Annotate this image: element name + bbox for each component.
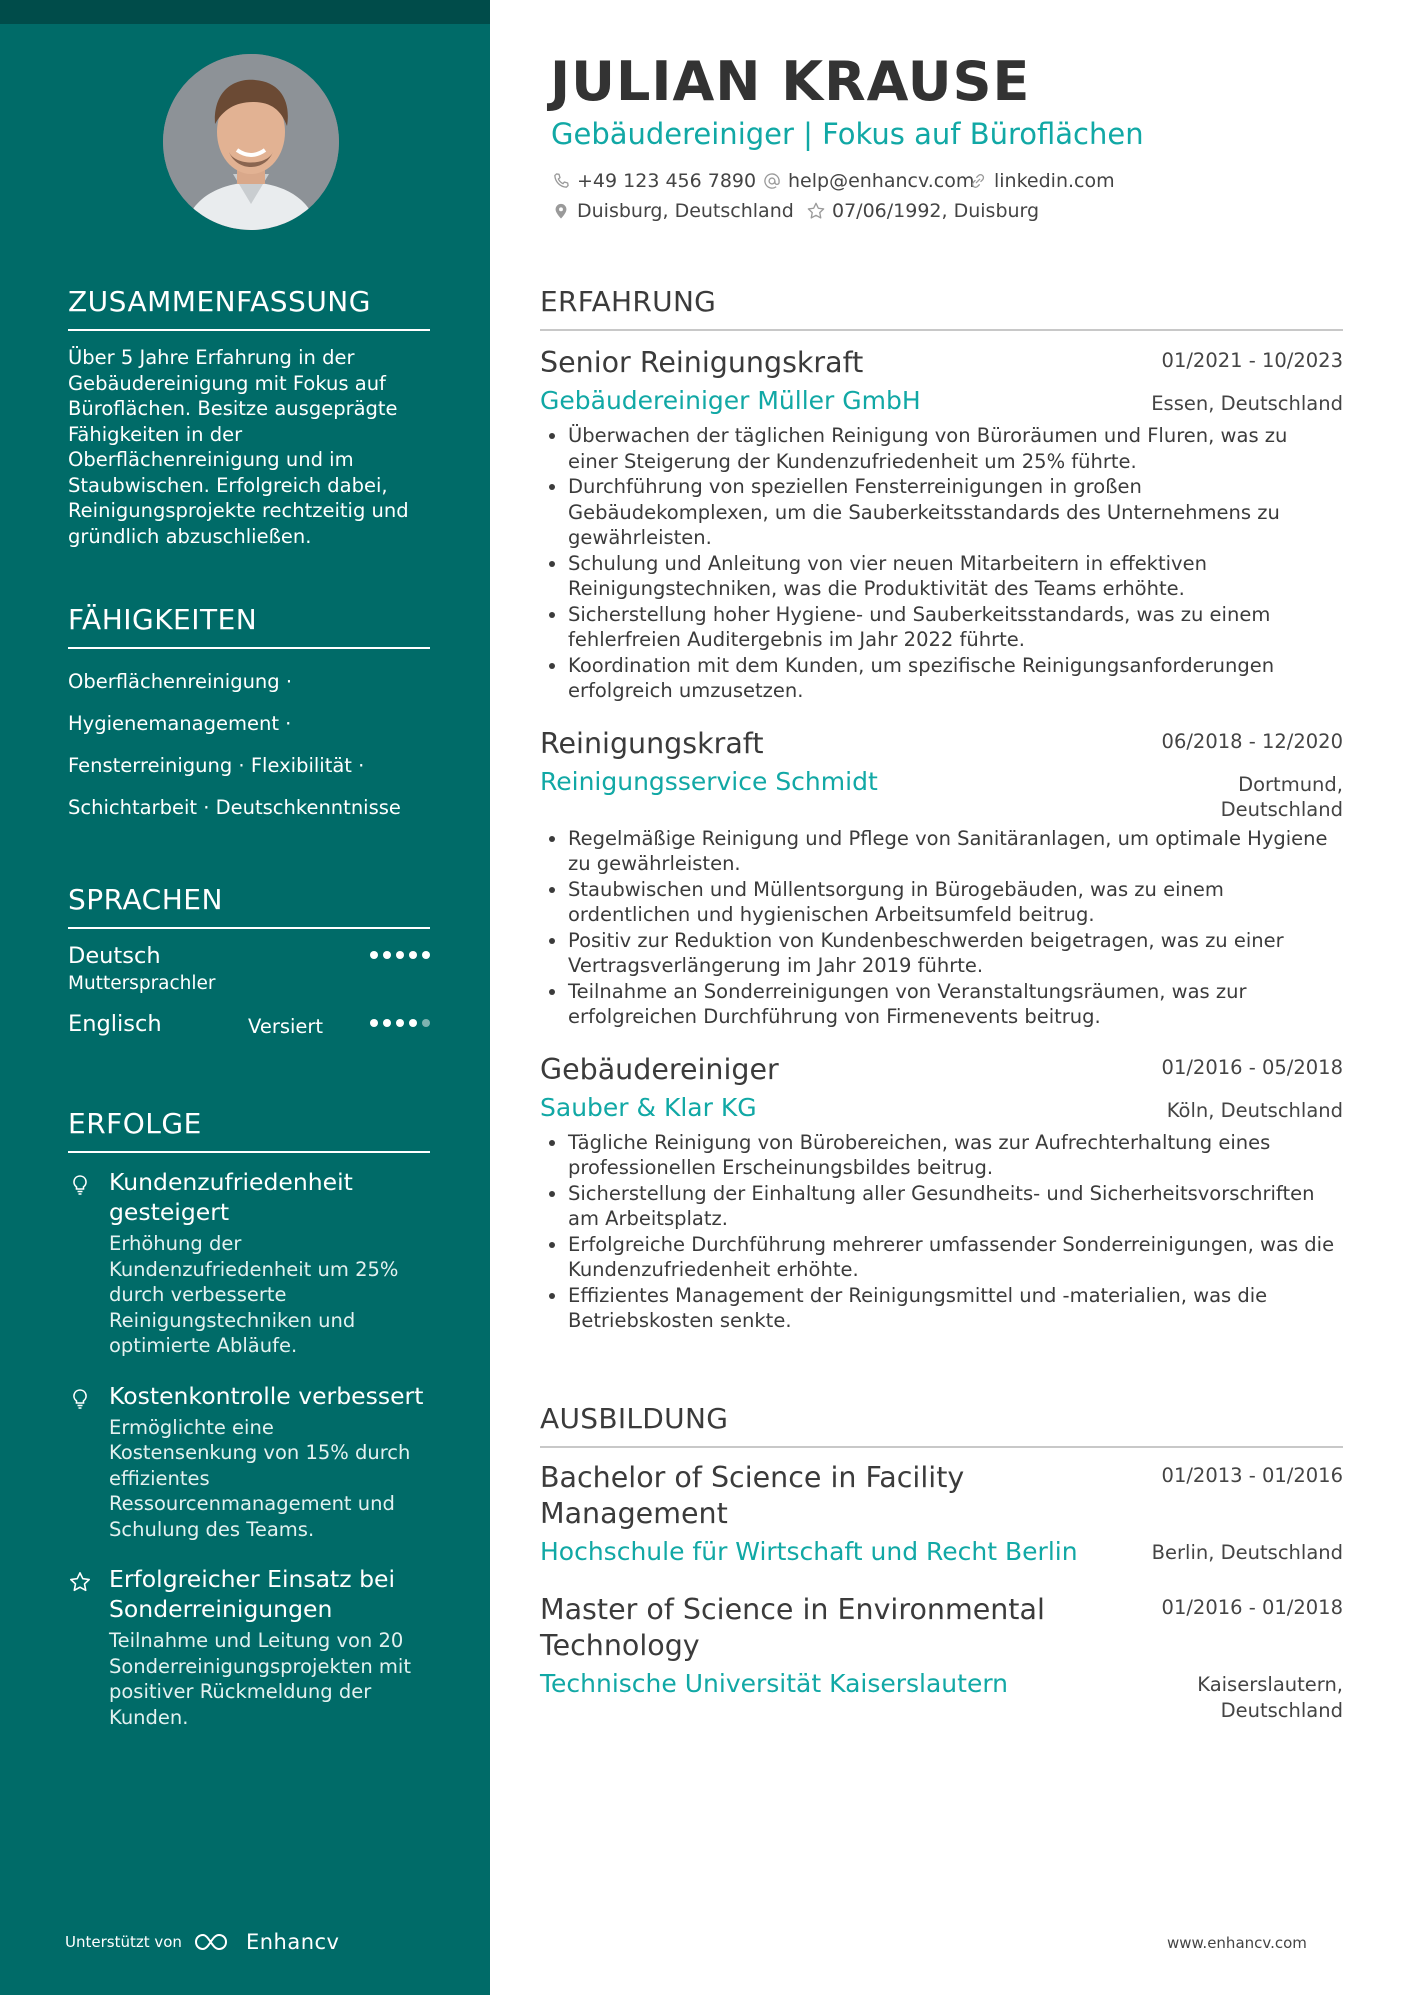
summary-title: ZUSAMMENFASSUNG (68, 285, 430, 331)
bullet-line: Kundenzufriedenheit erhöhte. (568, 1258, 859, 1281)
bullet-line: am Arbeitsplatz. (568, 1207, 728, 1230)
education-location-line: Berlin, Deutschland (1151, 1541, 1343, 1564)
language-name: Englisch (68, 1011, 162, 1037)
lightbulb-icon (68, 1173, 92, 1197)
achievement-desc-line: Reinigungstechniken und (109, 1308, 356, 1332)
achievement-desc-line: optimierte Abläufe. (109, 1334, 298, 1357)
job-location-line: Dortmund, (1238, 772, 1343, 796)
bullet-line: Betriebskosten senkte. (568, 1309, 792, 1332)
proficiency-dot (422, 1019, 430, 1027)
job-location (1221, 772, 1343, 823)
achievement-item (68, 1564, 430, 1730)
bullet-line: fehlerfreien Auditergebnis im Jahr 2022 führte. (568, 628, 1025, 651)
degree-line: Technology (540, 1629, 700, 1662)
education-entry (540, 1460, 1343, 1568)
bullet-line: einer Steigerung der Kundenzufriedenheit um 25% führte. (568, 449, 1137, 473)
language-subtitle: Muttersprachler (68, 973, 216, 994)
experience-section (540, 285, 1343, 1334)
summary-line: Oberflächenreinigung und im (68, 448, 354, 471)
proficiency-dot (383, 1019, 391, 1027)
education-location (1197, 1672, 1343, 1723)
languages-section (68, 883, 430, 1059)
education-entry (540, 1592, 1343, 1722)
achievement-desc-line: positiver Rückmeldung der (109, 1680, 372, 1703)
job-entry (540, 345, 1343, 704)
job-location-line: Essen, Deutschland (1151, 392, 1343, 415)
job-bullet (568, 1232, 1343, 1283)
language-name: Deutsch (68, 943, 161, 969)
bullet-line: • Überwachen der täglichen Reinigung von Büroräumen und Fluren, was zu (568, 424, 1288, 447)
proficiency-dot (370, 1019, 378, 1027)
achievement-desc-line: durch verbesserte (109, 1283, 287, 1306)
achievement-title (109, 1167, 430, 1227)
education-title: AUSBILDUNG (540, 1402, 1343, 1448)
job-company: Sauber & Klar KG (540, 1092, 757, 1122)
at-icon (762, 171, 782, 191)
school-name: Hochschule für Wirtschaft und Recht Berlin (540, 1537, 1078, 1566)
phone-icon (551, 171, 571, 191)
achievements-section (68, 1107, 430, 1730)
achievement-desc-line: Ermöglichte eine (109, 1415, 274, 1439)
proficiency-dot (396, 1019, 404, 1027)
proficiency-dot (409, 1019, 417, 1027)
job-bullet (568, 826, 1343, 877)
education-location-line: Deutschland (1220, 1698, 1343, 1722)
proficiency-dot (409, 951, 417, 959)
footer-url[interactable]: www.enhancv.com (1167, 1934, 1307, 1952)
achievement-description (109, 1628, 430, 1730)
job-location (1151, 391, 1343, 417)
bullet-line: • Durchführung von speziellen Fensterreinigungen in großen (568, 475, 1142, 498)
bullet-line: gewährleisten. (568, 526, 712, 549)
job-date: 06/2018 - 12/2020 (1161, 729, 1343, 753)
skills-section (68, 603, 430, 829)
bullet-line: • Staubwischen und Müllentsorgung in Bürogebäuden, was zu einem (568, 877, 1224, 901)
bullet-line: Vertragsverlängerung im Jahr 2019 führte. (568, 954, 984, 977)
star-icon (68, 1570, 92, 1594)
achievement-desc-line: Kundenzufriedenheit um 25% (109, 1257, 399, 1281)
bullet-line: Gebäudekomplexen, um die Sauberkeitsstandards des Unternehmens zu (568, 500, 1280, 524)
job-company: Reinigungsservice Schmidt (540, 766, 878, 796)
achievement-desc-line: Kunden. (109, 1705, 189, 1729)
job-bullet (568, 602, 1343, 653)
enhancv-logo-icon (192, 1931, 236, 1953)
summary-line: Büroflächen. Besitze ausgeprägte (68, 397, 398, 420)
summary-line: gründlich abzuschließen. (68, 524, 312, 548)
experience-title: ERFAHRUNG (540, 285, 1343, 331)
contact-phone (551, 170, 756, 192)
location-pin-icon (551, 201, 571, 221)
bullet-line: erfolgreichen Durchführung von Firmenevents beitrug. (568, 1005, 1101, 1028)
achievement-title-line: Erfolgreicher Einsatz bei (109, 1565, 395, 1593)
school-name: Technische Universität Kaiserslautern (540, 1669, 1009, 1698)
contact-birth (806, 200, 1039, 222)
achievement-title-line: Sonderreinigungen (109, 1595, 333, 1623)
language-proficiency-dots (370, 1019, 430, 1027)
language-row (68, 999, 430, 1059)
achievement-desc-line: Kostensenkung von 15% durch (109, 1441, 411, 1464)
email-text: help@enhancv.com (788, 170, 975, 192)
achievement-description (109, 1415, 430, 1543)
job-bullets (540, 826, 1343, 1030)
job-title: Senior Reinigungskraft (540, 346, 864, 379)
skill-line: Hygienemanagement · (68, 712, 292, 735)
bullet-line: • Effizientes Management der Reinigungsmittel und -materialien, was die (568, 1283, 1268, 1307)
bullet-line: • Sicherstellung hoher Hygiene- und Sauberkeitsstandards, was zu einem (568, 602, 1271, 626)
candidate-name: JULIAN KRAUSE (550, 50, 1031, 113)
summary-text (68, 345, 430, 549)
job-bullet (568, 551, 1343, 602)
link-icon (968, 171, 988, 191)
summary-section (68, 285, 430, 549)
proficiency-dot (370, 951, 378, 959)
degree-line: Master of Science in Environmental (540, 1593, 1045, 1626)
job-bullet (568, 1283, 1343, 1334)
education-location-line: Kaiserslautern, (1197, 1673, 1343, 1696)
skill-line: Oberflächenreinigung · (68, 670, 293, 693)
bullet-line: • Sicherstellung der Einhaltung aller Gesundheits- und Sicherheitsvorschriften (568, 1181, 1315, 1205)
job-entry (540, 1052, 1343, 1334)
achievement-title-line: Kostenkontrolle verbessert (109, 1381, 424, 1410)
bullet-line: • Koordination mit dem Kunden, um spezifische Reinigungsanforderungen (568, 653, 1275, 677)
education-section (540, 1402, 1343, 1722)
summary-line: Über 5 Jahre Erfahrung in der (68, 346, 355, 369)
job-company: Gebäudereiniger Müller GmbH (540, 386, 921, 415)
language-row (68, 929, 430, 999)
summary-line: Staubwischen. Erfolgreich dabei, (68, 473, 388, 497)
contact-location (551, 200, 794, 222)
linkedin-text: linkedin.com (994, 170, 1115, 192)
achievements-title: ERFOLGE (68, 1107, 430, 1153)
star-icon (806, 201, 826, 221)
skills-list (68, 661, 430, 829)
job-bullet (568, 1181, 1343, 1232)
summary-line: Reinigungsprojekte rechtzeitig und (68, 499, 409, 522)
summary-line: Fähigkeiten in der (68, 422, 243, 446)
job-location (1167, 1098, 1343, 1124)
job-bullet (568, 877, 1343, 928)
job-bullet (568, 423, 1343, 474)
bullet-line: • Teilnahme an Sonderreinigungen von Veranstaltungsräumen, was zur (568, 979, 1247, 1003)
bullet-line: • Regelmäßige Reinigung und Pflege von Sanitäranlagen, um optimale Hygiene (568, 826, 1328, 850)
education-location (1152, 1540, 1343, 1566)
sidebar-top-bar (0, 0, 490, 24)
job-bullets (540, 423, 1343, 704)
achievement-desc-line: effizientes (109, 1466, 210, 1490)
job-bullet (568, 928, 1343, 979)
bullet-line: • Tägliche Reinigung von Bürobereichen, was zur Aufrechterhaltung eines (568, 1130, 1271, 1154)
achievement-title (109, 1381, 430, 1411)
proficiency-dot (383, 951, 391, 959)
achievement-item (68, 1381, 430, 1543)
achievement-title-line: Kundenzufriedenheit (109, 1168, 353, 1196)
achievement-item (68, 1167, 430, 1359)
job-date: 01/2021 - 10/2023 (1161, 349, 1343, 372)
job-date: 01/2016 - 05/2018 (1161, 1055, 1343, 1079)
proficiency-dot (422, 951, 430, 959)
proficiency-dot (396, 951, 404, 959)
bullet-line: professionellen Erscheinungsbildes beitrug. (568, 1156, 994, 1179)
achievement-desc-line: Sonderreinigungsprojekten mit (109, 1654, 411, 1678)
candidate-headline: Gebäudereiniger | Fokus auf Büroflächen (551, 117, 1144, 151)
achievement-title (109, 1564, 430, 1624)
bullet-line: ordentlichen und hygienischen Arbeitsumfeld beitrug. (568, 903, 1095, 926)
achievement-title-line: gesteigert (109, 1198, 230, 1226)
bullet-line: • Positiv zur Reduktion von Kundenbeschwerden beigetragen, was zu einer (568, 928, 1284, 952)
bullet-line: • Schulung und Anleitung von vier neuen Mitarbeitern in effektiven (568, 551, 1207, 575)
powered-by-label: Unterstützt von (65, 1933, 182, 1951)
bullet-line: zu gewährleisten. (568, 852, 741, 875)
bullet-line: Reinigungstechniken, was die Produktivität des Teams erhöhte. (568, 577, 1185, 600)
job-title: Reinigungskraft (540, 726, 764, 760)
brand-name: Enhancv (245, 1930, 340, 1954)
phone-text: +49 123 456 7890 (577, 170, 757, 192)
contact-linkedin[interactable] (968, 170, 1115, 192)
languages-title: SPRACHEN (68, 883, 430, 929)
achievement-desc-line: Ressourcenmanagement und (109, 1492, 395, 1515)
avatar (163, 54, 339, 230)
education-date: 01/2016 - 01/2018 (1161, 1596, 1343, 1619)
achievement-desc-line: Schulung des Teams. (109, 1517, 315, 1541)
job-bullet (568, 474, 1343, 551)
skill-line: Fensterreinigung · Flexibilität · (68, 754, 365, 777)
powered-by (65, 1930, 339, 1954)
job-bullet (568, 1130, 1343, 1181)
job-location-line: Köln, Deutschland (1166, 1098, 1343, 1122)
job-entry (540, 726, 1343, 1030)
lightbulb-icon (68, 1387, 92, 1411)
skills-title: FÄHIGKEITEN (68, 603, 430, 649)
education-date: 01/2013 - 01/2016 (1161, 1464, 1343, 1487)
achievement-description (109, 1231, 430, 1359)
degree-line: Management (540, 1497, 728, 1530)
summary-line: Gebäudereinigung mit Fokus auf (68, 371, 386, 395)
bullet-line: erfolgreich umzusetzen. (568, 679, 804, 702)
degree-line: Bachelor of Science in Facility (540, 1461, 965, 1494)
location-text: Duisburg, Deutschland (577, 200, 794, 222)
job-bullet (568, 653, 1343, 704)
job-bullets (540, 1130, 1343, 1334)
birth-text: 07/06/1992, Duisburg (832, 200, 1040, 222)
bullet-line: • Erfolgreiche Durchführung mehrerer umfassender Sonderreinigungen, was die (568, 1232, 1335, 1256)
job-location-line: Deutschland (1220, 798, 1343, 821)
language-level: Versiert (248, 1015, 324, 1038)
achievement-desc-line: Teilnahme und Leitung von 20 (109, 1629, 404, 1652)
achievement-desc-line: Erhöhung der (109, 1232, 242, 1255)
sidebar (0, 0, 490, 1995)
job-bullet (568, 979, 1343, 1030)
job-title: Gebäudereiniger (540, 1052, 779, 1086)
language-proficiency-dots (370, 951, 430, 959)
contact-email[interactable] (762, 170, 974, 192)
skill-line: Schichtarbeit · Deutschkenntnisse (68, 796, 401, 819)
